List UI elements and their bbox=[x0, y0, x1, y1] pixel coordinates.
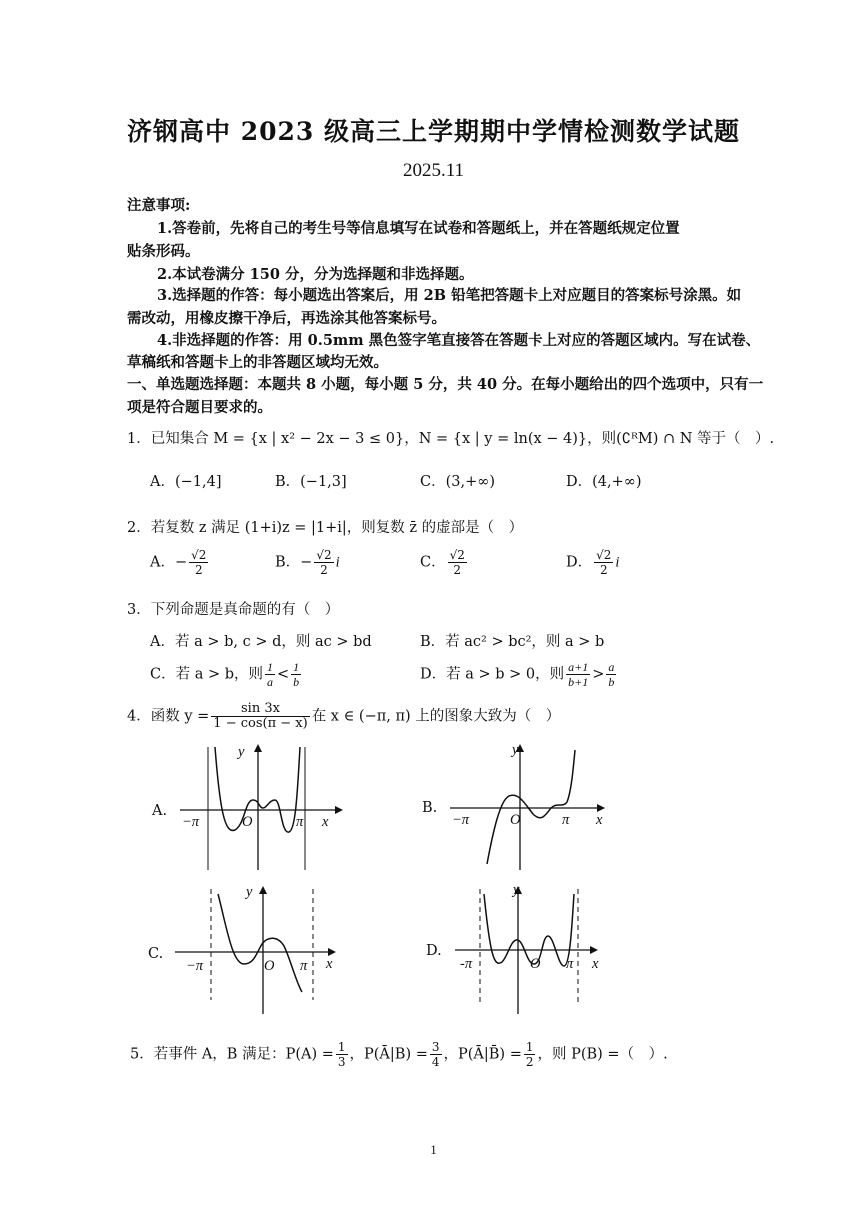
q3-c-frac1 bbox=[265, 660, 275, 689]
q4-option-a-label: A. bbox=[152, 803, 168, 819]
q4-post: 在 x ∈ (−π, π) 上的图象大致为（ ） bbox=[311, 708, 561, 725]
q4-option-c-label: C. bbox=[148, 946, 164, 962]
graph-a-origin-label: O bbox=[242, 814, 253, 830]
q2-option-c bbox=[420, 548, 469, 577]
graph-b-origin-label: O bbox=[510, 812, 521, 828]
graph-c-x-arrow bbox=[328, 948, 336, 956]
q3-d-gt: > bbox=[592, 666, 605, 683]
q3-option-b: B．若 ac² > bc²，则 a > b bbox=[420, 634, 605, 650]
graph-c-curve bbox=[218, 894, 302, 992]
graph-b-curve bbox=[487, 750, 575, 864]
q5-f2-den: 4 bbox=[431, 1055, 440, 1069]
q4-graph-b bbox=[445, 742, 610, 872]
graph-d-x-arrow bbox=[590, 946, 598, 954]
graph-d-y-label: y bbox=[513, 882, 520, 898]
q4-num: sin 3x bbox=[211, 702, 309, 717]
exam-title: 济钢高中 2023 级高三上学期期中学情检测数学试题 bbox=[127, 117, 740, 146]
q3-d-den2: b bbox=[608, 675, 615, 689]
q5-pre: 5．若事件 A，B 满足：P(A) = bbox=[130, 1046, 334, 1063]
q2-d-num: √2 bbox=[596, 548, 612, 562]
q2-b-i: i bbox=[335, 554, 340, 571]
q5-post: ，则 P(B) =（ ）. bbox=[537, 1046, 668, 1063]
q4-pre: 4．函数 y = bbox=[127, 708, 210, 725]
note-4b: 草稿纸和答题卡上的非答题区域均无效。 bbox=[127, 354, 388, 371]
q3-d-frac2 bbox=[606, 660, 616, 689]
q3-stem: 3．下列命题是真命题的有（ ） bbox=[127, 602, 340, 618]
graph-c-y-arrow bbox=[259, 886, 267, 894]
page-number: 1 bbox=[430, 1142, 437, 1157]
q2-c-fraction bbox=[448, 548, 467, 577]
q3-c-num2: 1 bbox=[293, 660, 300, 674]
q3-c-pre: C．若 a > b，则 bbox=[150, 666, 263, 683]
q4-graph-a bbox=[175, 742, 345, 872]
graph-d-x-label: x bbox=[592, 956, 599, 972]
q3-c-num1: 1 bbox=[267, 660, 273, 674]
q2-d-fraction bbox=[594, 548, 613, 577]
q5-frac3 bbox=[524, 1040, 536, 1069]
graph-d-pi-label: π bbox=[566, 956, 574, 972]
q3-c-lt: < bbox=[277, 666, 290, 683]
q4-fraction bbox=[211, 702, 309, 731]
q2-d-i: i bbox=[615, 554, 620, 571]
q4-graph-c bbox=[170, 884, 345, 1016]
q3-c-frac2 bbox=[291, 660, 301, 689]
note-4a: 4.非选择题的作答：用 0.5mm 黑色签字笔直接答在答题卡上对应的答题区域内。写在试卷、 bbox=[157, 332, 761, 349]
q2-stem: 2．若复数 z 满足 (1+i)z = |1+i|，则复数 z̄ 的虚部是（ ） bbox=[127, 520, 524, 536]
q2-a-label: A． bbox=[150, 554, 175, 571]
q2-d-den: 2 bbox=[599, 563, 608, 577]
q3-c-den2: b bbox=[293, 675, 300, 689]
graph-b-negpi-label: −π bbox=[452, 812, 470, 828]
section-1-line1: 一、单选题选择题：本题共 8 小题，每小题 5 分，共 40 分。在每小题给出的四个选项中，只有一 bbox=[127, 376, 764, 393]
q5-frac2 bbox=[430, 1040, 442, 1069]
graph-c-x-label: x bbox=[326, 956, 333, 972]
graph-d-curve bbox=[484, 894, 574, 966]
graph-b-x-label: x bbox=[596, 812, 603, 828]
q5-frac1 bbox=[336, 1040, 348, 1069]
q1-option-d: D．(4,+∞) bbox=[566, 474, 642, 490]
graph-a-y-arrow bbox=[254, 744, 262, 752]
q4-stem bbox=[127, 702, 560, 731]
q2-b-den: 2 bbox=[320, 563, 328, 577]
q2-c-num: √2 bbox=[449, 548, 465, 562]
q2-a-num: √2 bbox=[191, 548, 207, 562]
graph-a-x-label: x bbox=[322, 814, 329, 830]
q2-option-b bbox=[275, 548, 340, 577]
q4-graph-d bbox=[450, 884, 610, 1016]
exam-date: 2025.11 bbox=[402, 160, 465, 181]
graph-a-negpi-label: −π bbox=[182, 814, 200, 830]
notes-heading: 注意事项: bbox=[127, 197, 191, 214]
q5-f3-num: 1 bbox=[525, 1040, 534, 1054]
graph-b-pi-label: π bbox=[562, 812, 570, 828]
q2-c-label: C． bbox=[420, 554, 446, 571]
q2-a-minus: − bbox=[174, 554, 188, 571]
q5-f3-den: 2 bbox=[525, 1055, 534, 1069]
q3-option-d bbox=[420, 660, 618, 689]
note-3a: 3.选择题的作答：每小题选出答案后，用 2B 铅笔把答题卡上对应题目的答案标号涂黑。如 bbox=[157, 287, 742, 304]
q3-d-num2: a bbox=[608, 660, 615, 674]
q2-d-label: D． bbox=[566, 554, 593, 571]
graph-b-x-arrow bbox=[597, 804, 605, 812]
q2-b-fraction bbox=[314, 548, 333, 577]
note-2: 2.本试卷满分 150 分，分为选择题和非选择题。 bbox=[157, 266, 474, 283]
q2-a-den: 2 bbox=[194, 563, 203, 577]
graph-d-origin-label: O bbox=[530, 956, 541, 972]
graph-b-y-label: y bbox=[512, 742, 519, 758]
q4-option-d-label: D. bbox=[426, 943, 442, 959]
note-1b: 贴条形码。 bbox=[127, 243, 200, 260]
graph-c-origin-label: O bbox=[264, 958, 275, 974]
q2-option-d bbox=[566, 548, 619, 577]
q1-option-b: B．(−1,3] bbox=[275, 474, 347, 490]
graph-c-y-label: y bbox=[246, 884, 253, 900]
q3-d-frac1 bbox=[566, 660, 590, 689]
graph-c-pi-label: π bbox=[300, 958, 308, 974]
q2-b-label: B． bbox=[275, 554, 301, 571]
q1-stem: 1．已知集合 M = {x | x² − 2x − 3 ≤ 0}，N = {x | y = ln(x − 4)}，则(∁ᴿM) ∩ N 等于（ ）. bbox=[127, 431, 775, 447]
graph-a-pi-label: π bbox=[296, 814, 304, 830]
q3-option-a: A．若 a > b, c > d，则 ac > bd bbox=[150, 634, 372, 650]
note-1a: 1.答卷前，先将自己的考生号等信息填写在试卷和答题纸上，并在答题纸规定位置 bbox=[157, 220, 680, 237]
q5-mid2: ，P(Ā|B̄) = bbox=[443, 1046, 522, 1063]
q3-d-pre: D．若 a > b > 0，则 bbox=[420, 666, 565, 683]
q5-mid1: ，P(Ā|B) = bbox=[349, 1046, 428, 1063]
q5-f1-num: 1 bbox=[337, 1040, 346, 1054]
q3-option-c bbox=[150, 660, 303, 689]
q2-b-num: √2 bbox=[316, 548, 332, 562]
note-3b: 需改动，用橡皮擦干净后，再选涂其他答案标号。 bbox=[127, 310, 446, 327]
graph-a-y-label: y bbox=[238, 744, 245, 760]
q1-option-c: C．(3,+∞) bbox=[420, 474, 495, 490]
q2-c-den: 2 bbox=[453, 563, 462, 577]
section-1-line2: 项是符合题目要求的。 bbox=[127, 399, 272, 416]
q5-stem bbox=[130, 1040, 668, 1069]
q3-c-den1: a bbox=[267, 675, 273, 689]
q2-a-fraction bbox=[189, 548, 208, 577]
q4-option-b-label: B. bbox=[422, 800, 438, 816]
q1-option-a: A．(−1,4] bbox=[150, 474, 222, 490]
q4-den: 1 − cos(π − x) bbox=[213, 716, 308, 731]
graph-a-x-arrow bbox=[335, 806, 343, 814]
graph-c-negpi-label: −π bbox=[186, 958, 204, 974]
graph-d-negpi-label: -π bbox=[460, 956, 473, 972]
q2-option-a bbox=[150, 548, 210, 577]
q3-d-num1: a+1 bbox=[568, 660, 589, 674]
q5-f1-den: 3 bbox=[337, 1055, 346, 1069]
q3-d-den1: b+1 bbox=[568, 675, 589, 689]
q5-f2-num: 3 bbox=[431, 1040, 440, 1054]
q2-b-minus: − bbox=[300, 554, 313, 571]
